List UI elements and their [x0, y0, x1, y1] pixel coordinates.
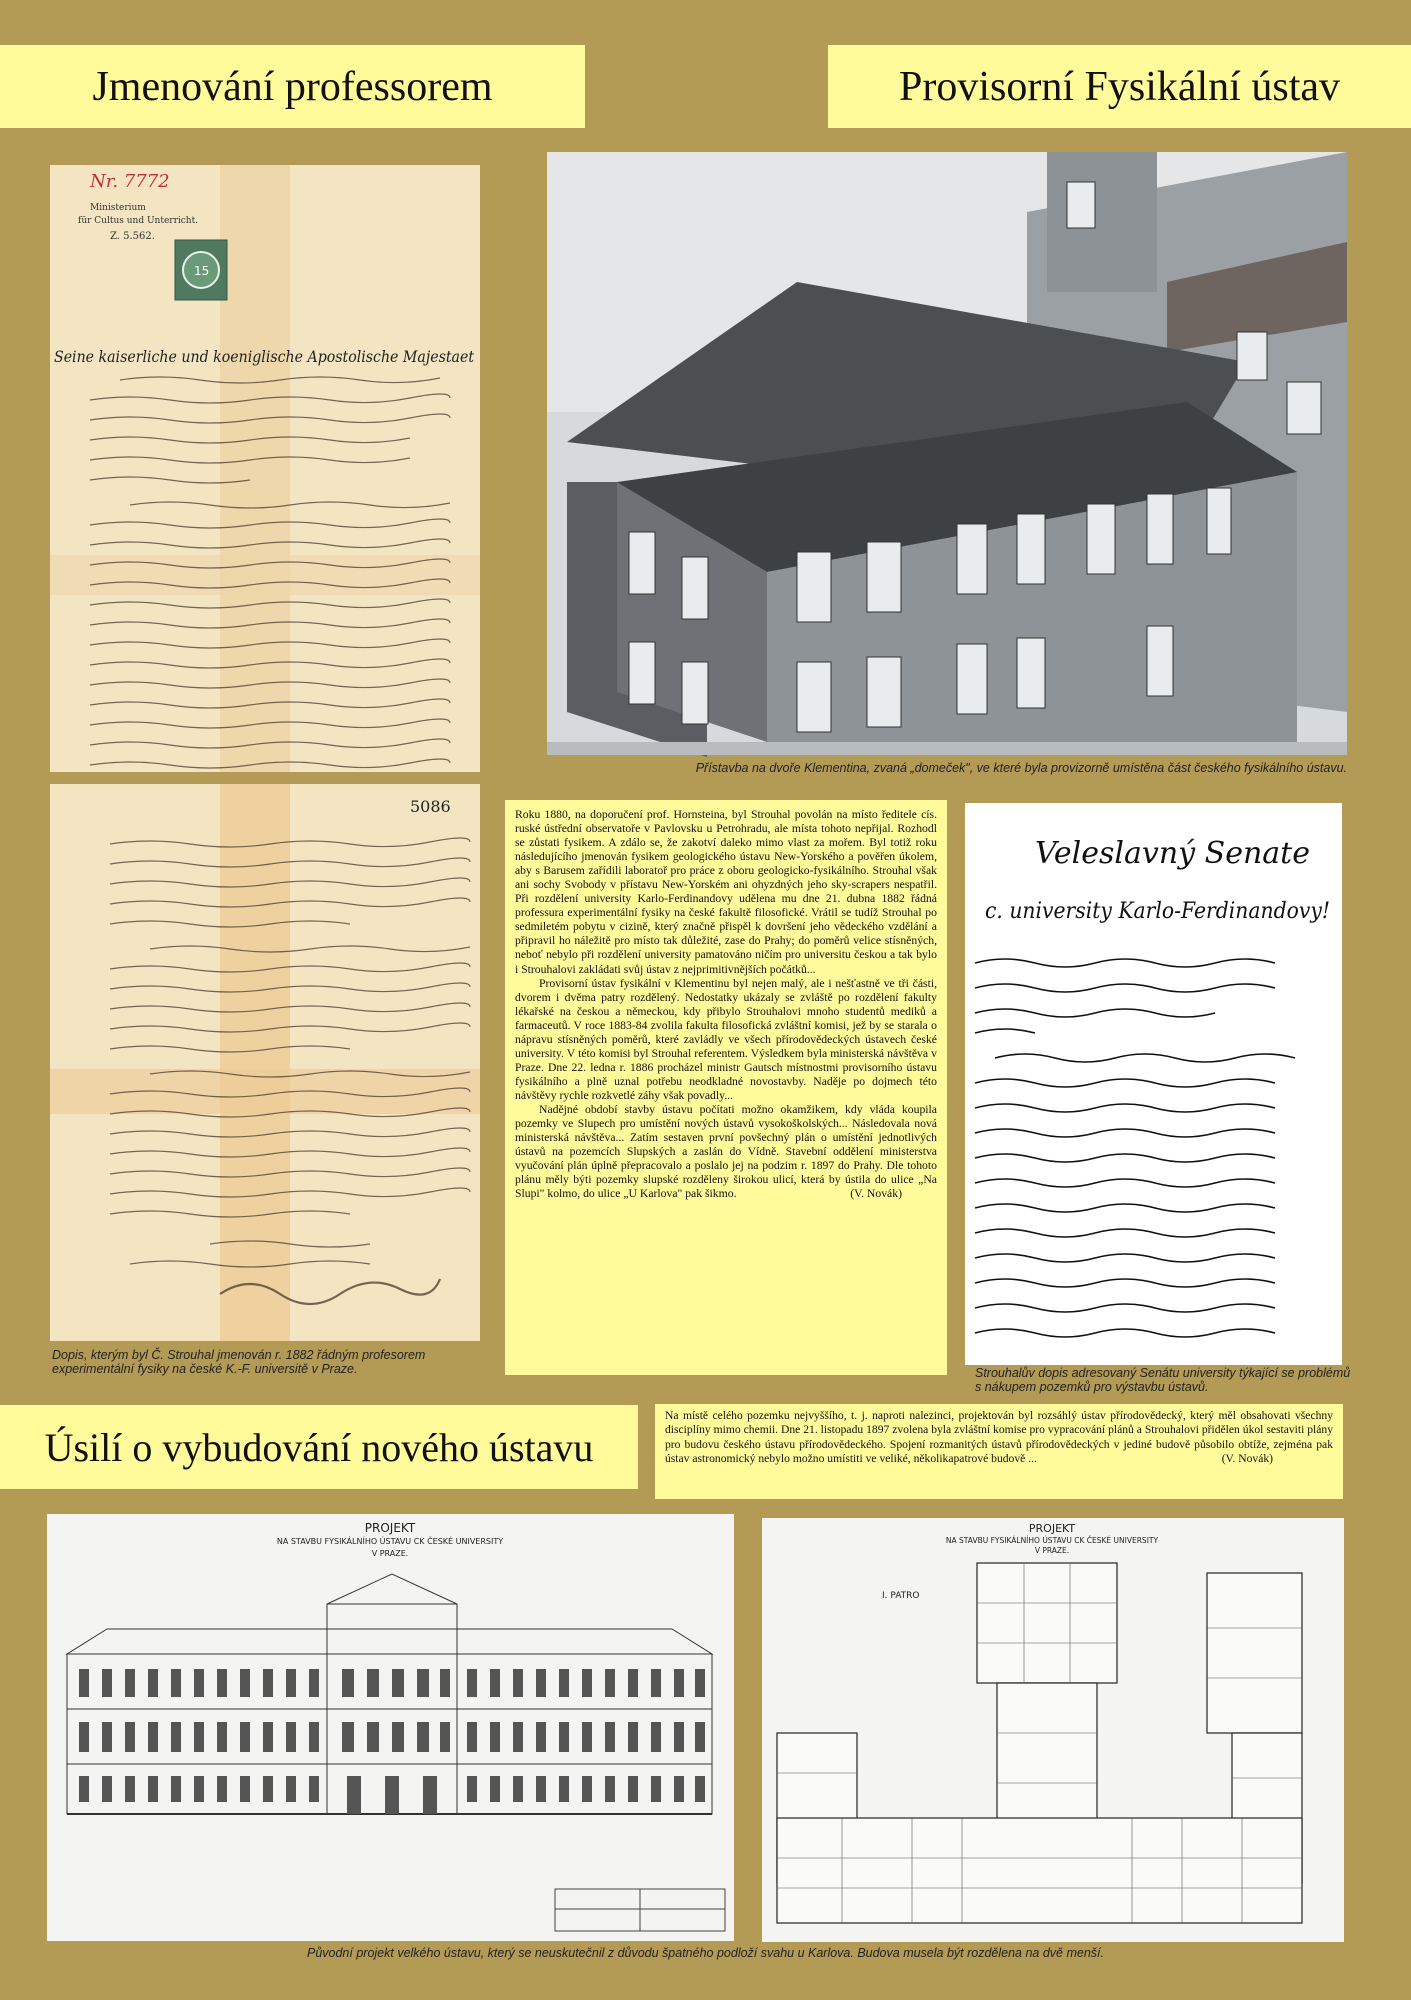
letter-number: Nr. 7772 — [90, 171, 170, 192]
history-text-panel — [505, 800, 947, 1375]
floor-plan-drawing — [762, 1518, 1344, 1942]
letter-ref: Z. 5.562. — [110, 231, 155, 242]
klementinum-building-photo — [547, 152, 1347, 755]
heading-new-institute-text: Úsilí o vybudování nového ústavu — [44, 1424, 594, 1470]
tax-stamp-value: 15 — [194, 264, 210, 278]
plan-title: PROJEKT — [1028, 1522, 1076, 1535]
history-paragraph-3: Nadějné období stavby ústavu počítati možno okamžikem, kdy vláda koupila pozemky ve Slupech pro umístění nových ústavů vysokoškolských... Následovala nová ministerská návštěva... Zatím sestaven první povšechný plán o umístění jednotlivých ústavů na pozemcích Slupských a zaslán do Vídně. Stavební oddělení ministerstva vyučování plán úplně přepracovalo a poslalo jej na podzim r. 1897 do Prahy. Dle tohoto plánu měly býti pozemky slupské rozděleny širokou ulicí, která by ústila do ulice „Na Slupi" kolmo, do ulice „U Karlova" pak šikmo. — [515, 1102, 937, 1201]
elevation-city: V PRAZE. — [371, 1549, 409, 1558]
elevation-subtitle: NA STAVBU FYSIKÁLNÍHO ÚSTAVU CK ČESKÉ UNIVERSITY — [276, 1537, 504, 1546]
facade-elevation-drawing — [47, 1514, 734, 1941]
letter-heading: Seine kaiserliche und koeniglische Apostolische Majestaet — [54, 347, 475, 366]
elevation-windows — [79, 1669, 705, 1814]
plan-city: V PRAZE. — [1034, 1546, 1070, 1555]
heading-appointment — [0, 45, 585, 128]
history-paragraph-2: Provisorní ústav fysikální v Klementinu byl nejen malý, ale i nešťastně ve tři části, dvorem i dvěma patry rozdělený. Nedostatky ukázaly se zvláště po rozdělení fakulty lékařské na českou a německou, kdy přibylo Strouhalovi mnoho studentů mediků a farmaceutů. V roce 1883-84 zvolila fakulta filosofická zvláštní komisi, jež by se starala o nápravu stísněných poměrů, které zavládly ve všech přírodovědeckých ústavech české university. V této komisi byl Strouhal referentem. Výsledkem byla ministerská návštěva v Praze. Dne 22. ledna r. 1886 procházel ministr Gautsch místnostmi provisorního ústavu fysikálního a plně uznal potřebu neodkladné novostavby. Naděje po dojmech této návštěvy rychle rozkvetlé záhy však povadly... — [515, 976, 937, 1102]
history-paragraph-1: Roku 1880, na doporučení prof. Hornsteina, byl Strouhal povolán na místo ředitele cís. ruské ústřední observatoře v Pavlovsku u Petrohradu, ale místa tohoto nepřijal. Rozhodl se zůstati fysikem. A zdálo se, že zakotví daleko mimo vlast za mořem. Byl totiž roku následujícího jmenován fysikem geologického ústavu New-Yorského a pověřen úkolem, aby s Barusem zařídili laboratoř pro práce z oboru geologicko-fysikálního. Strouhal však ani sochy Svobody v přístavu New-Yorském ani ohyzdných jeho sky-scrapers nespatřil. Při rozdělení university Karlo-Ferdinandovy udělena mu dne 21. dubna 1882 řádná professura experimentální fysiky na české fakultě filosofické. Vrátil se tudíž Strouhal po sedmiletém pobytu v cizině, který značně přispěl k dovršení jeho vědeckého vzdělání a připravil ho náležitě pro místo tak důležité, zase do Prahy; do poměrů velice stísněných, neboť nebylo při rozdělení university pamatováno ničím pro universitu českou a tak bylo i Strouhalovi zakládati svůj ústav z nejprimitivnějších počátků... — [515, 808, 937, 976]
senate-letter-university: c. university Karlo-Ferdinandovy! — [985, 899, 1330, 924]
appointment-letter-page1 — [50, 165, 480, 772]
heading-provisional-institute-text: Provisorní Fysikální ústav — [898, 63, 1341, 110]
heading-appointment-text: Jmenování professorem — [92, 63, 493, 110]
elevation-title: PROJEKT — [364, 1521, 416, 1535]
senate-letter-salutation: Veleslavný Senate — [1035, 836, 1310, 871]
plan-text-author: (V. Novák) — [1221, 1452, 1273, 1466]
heading-new-institute — [0, 1405, 638, 1489]
appointment-letter-caption: Dopis, kterým byl Č. Strouhal jmenován r. 1882 řádným profesorem experimentální fysiky na české K.-F. universitě v Praze. — [52, 1348, 426, 1376]
plan-text: Na místě celého pozemku nejvyššího, t. j. naproti nalezinci, projektován byl rozsáhlý ústav přírodovědecký, který měl obsahovati všechny disciplíny mimo chemii. Dne 21. listopadu 1897 zvolena byla zvláštní komise pro vypracování plánů a Strouhalovi přidělen úkol sestaviti plány pro budovu českého ústavu přírodovědeckého. Spojení rozmanitých ústavů přírodovědeckých v jediné budově působilo obtíže, zejména pak ústav astronomický nebylo možno umístiti ve veliké, několikapatrové budově ... — [665, 1409, 1333, 1466]
building-photo-caption: Přístavba na dvoře Klementina, zvaná „domeček", ve které byla provizorně umístěna část českého fysikálního ústavu. — [695, 761, 1347, 775]
senate-letter-caption: Strouhalův dopis adresovaný Senátu university týkající se problémů s nákupem pozemků pro výstavbu ústavů. — [975, 1366, 1351, 1394]
plan-floor-label: I. PATRO — [882, 1591, 920, 1601]
strouhal-senate-letter — [965, 803, 1342, 1365]
letter-ministry-sub: für Cultus und Unterricht. — [78, 216, 199, 226]
plan-text-panel — [655, 1404, 1343, 1499]
heading-provisional-institute — [828, 45, 1411, 128]
letter-page-number: 5086 — [410, 797, 451, 816]
plan-subtitle: NA STAVBU FYSIKÁLNÍHO ÚSTAVU CK ČESKÉ UNIVERSITY — [945, 1536, 1159, 1545]
history-author: (V. Novák) — [850, 1187, 902, 1201]
drawings-caption: Původní projekt velkého ústavu, který se neuskutečnil z důvodu špatného podloží svahu u Karlova. Budova musela být rozdělena na dvě menší. — [306, 1946, 1104, 1960]
appointment-letter-page2 — [50, 784, 480, 1341]
letter-ministry-line: Ministerium — [90, 203, 146, 213]
